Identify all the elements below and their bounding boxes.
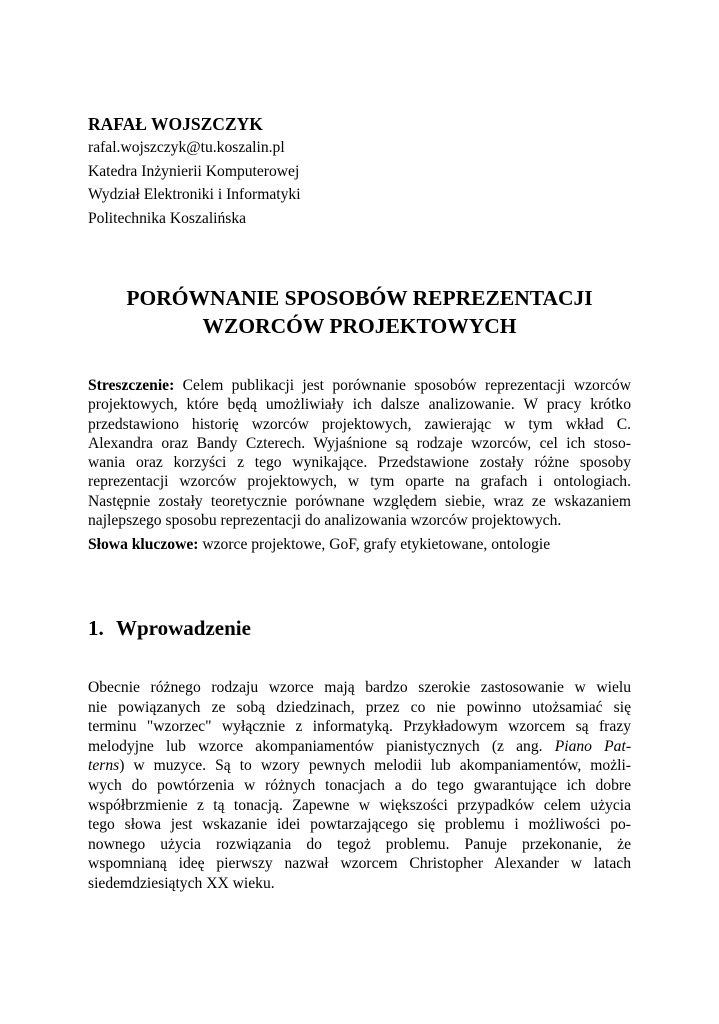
abstract-line: wania oraz korzyści z tego wynikające. Przedstawione zostały różne sposoby (88, 454, 631, 472)
affiliation-faculty: Wydział Elektroniki i Informatyki (88, 186, 301, 204)
abstract-line: Alexandra oraz Bandy Czterech. Wyjaśnione są rodzaje wzorców, cel ich stoso- (88, 434, 631, 452)
abstract-line: reprezentacji wzorców projektowych, w tym oparte na grafach i ontologiach. (88, 473, 631, 491)
section-number: 1. (88, 616, 104, 640)
author-block (88, 113, 631, 230)
body-line (88, 678, 631, 698)
paper-title (88, 284, 631, 340)
abstract-line (88, 376, 631, 395)
abstract-line: najlepszego sposobu reprezentacji do analizowania wzorców projektowych. (88, 512, 562, 530)
keywords (88, 535, 631, 554)
abstract-line: przedstawiono historię wzorców projektowych, zawierając w tym wkład C. (88, 415, 631, 433)
body-text-run: wspomnianą ideę pierwszy nazwał wzorcem Christopher Alexander w latach (88, 855, 631, 873)
body-text-run: terminu "wzorzec" wyłącznie z informatyką. Przykładowym wzorcem są frazy (88, 718, 631, 736)
author-email: rafal.wojszczyk@tu.koszalin.pl (88, 139, 285, 156)
body-line (88, 776, 631, 796)
body-line (88, 815, 631, 835)
italic-term: Piano Pat- (554, 737, 632, 755)
body-text-run: Obecnie różnego rodzaju wzorce mają bardzo szerokie zastosowanie w wielu (88, 679, 631, 696)
body-text-run: tego słowa jest wskazanie idei powtarzającego się problemu i możliwości po- (88, 816, 631, 834)
abstract-line: projektowych, które będą umożliwiały ich dalsze analizowanie. W pracy krótko (88, 396, 631, 414)
body-line (88, 874, 631, 894)
body-line (88, 717, 631, 737)
body-line (88, 756, 631, 776)
body-line (88, 796, 631, 816)
abstract-line-text: Celem publikacji jest porównanie sposobów reprezentacji wzorców (174, 377, 631, 394)
paper-title-line-1: PORÓWNANIE SPOSOBÓW REPREZENTACJI (126, 286, 593, 310)
body-line (88, 698, 631, 718)
body-text-run: melodyjne lub wzorce akompaniamentów pianistycznych (z ang. (88, 737, 555, 755)
abstract-paragraph (88, 376, 631, 530)
abstract (88, 376, 631, 555)
keywords-text: wzorce projektowe, GoF, grafy etykietowane, ontologie (198, 536, 551, 554)
body-text-run: wych do powtórzenia w różnych tonacjach a do tego gwarantujące ich dobre (88, 776, 631, 794)
paper-title-line-2: WZORCÓW PROJEKTOWYCH (202, 314, 517, 338)
abstract-label: Streszczenie: (88, 377, 175, 394)
body-line (88, 737, 631, 757)
body-paragraph (88, 678, 631, 894)
abstract-line: Następnie zostały teoretycznie porównane względem siebie, wraz ze wskazaniem (88, 492, 631, 510)
section-title: Wprowadzenie (116, 616, 251, 640)
body-text-run: ) w muzyce. Są to wzory pewnych melodii lub akompaniamentów, możli- (119, 757, 631, 775)
italic-term: terns (88, 757, 120, 775)
body-text-run: nownego użycia rozwiązania do tegoż problemu. Panuje przekonanie, że (88, 835, 631, 853)
body-text-run: siedemdziesiątych XX wieku. (88, 874, 275, 892)
body-text-run: współbrzmienie z tą tonacją. Zapewne w większości przypadków celem użycia (88, 796, 631, 814)
affiliation-university: Politechnika Koszalińska (88, 209, 247, 227)
author-name: RAFAŁ WOJSZCZYK (88, 114, 263, 134)
body-line (88, 854, 631, 874)
affiliation-department: Katedra Inżynierii Komputerowej (88, 162, 300, 180)
body-text-run: nie powiązanych ze sobą dziedzinach, przez co nie powinno utożsamiać się (88, 698, 631, 716)
section-heading (88, 614, 251, 642)
keywords-label: Słowa kluczowe: (88, 536, 199, 554)
body-line (88, 835, 631, 855)
